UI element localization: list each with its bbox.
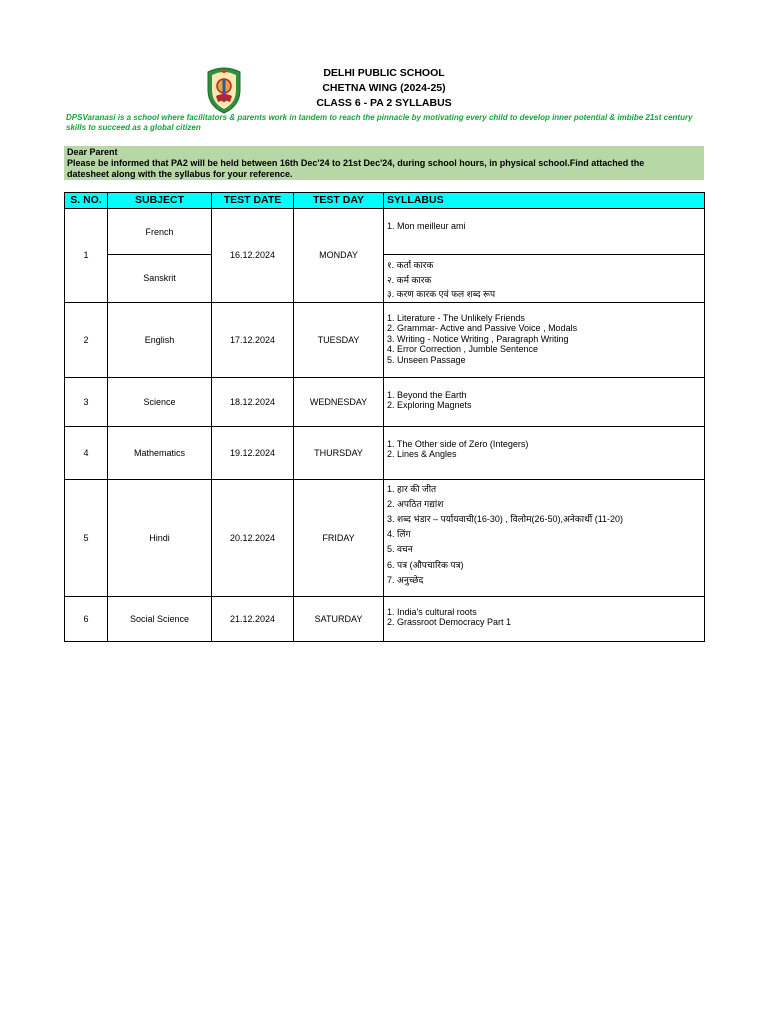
row-test-day: FRIDAY [294, 479, 384, 596]
datesheet-table [64, 192, 705, 642]
syllabus-item: 6. पत्र (औपचारिक पत्र) [387, 559, 464, 570]
table-header-row [65, 193, 705, 209]
school-crest-logo [202, 66, 246, 114]
row-test-day: SATURDAY [294, 596, 384, 641]
row-syllabus [384, 479, 705, 596]
school-tagline: DPSVaranasi is a school where facilitators & parents work in tandem to reach the pinnacle by motivating every child to develop inner potential & imbibe 21st century skills to succeed as a global citizen [66, 113, 693, 132]
table-row [65, 209, 705, 255]
row-test-day: THURSDAY [294, 426, 384, 479]
header-test-date: TEST DATE [212, 193, 294, 209]
row-subject: Science [108, 377, 212, 426]
row-syllabus [384, 596, 705, 641]
syllabus-item: 4. Error Correction , Jumble Sentence [387, 344, 539, 354]
syllabus-item: 2. Grammar- Active and Passive Voice , Modals [387, 323, 578, 333]
syllabus-item: 1. Literature - The Unlikely Friends [387, 312, 525, 323]
row-syllabus [384, 377, 705, 426]
notice-line-2: datesheet along with the syllabus for your reference. [67, 169, 293, 179]
row-syllabus [384, 255, 705, 303]
row-sno: 1 [65, 209, 108, 303]
parent-notice [64, 146, 704, 180]
table-row [65, 377, 705, 426]
syllabus-item: २. कर्म कारक [387, 274, 432, 285]
row-sno: 6 [65, 596, 108, 641]
syllabus-item: 3. Writing - Notice Writing , Paragraph Writing [387, 333, 569, 344]
syllabus-item: 1. Beyond the Earth [387, 389, 467, 400]
syllabus-item: 1. Mon meilleur ami [387, 221, 466, 231]
header-syllabus: SYLLABUS [384, 193, 705, 209]
row-subject: Social Science [108, 596, 212, 641]
row-syllabus [384, 209, 705, 255]
syllabus-item: 1. India's cultural roots [387, 606, 477, 617]
row-sno: 4 [65, 426, 108, 479]
syllabus-item: 5. वचन [387, 544, 413, 555]
row-test-date: 16.12.2024 [212, 209, 294, 303]
syllabus-item: 2. Exploring Magnets [387, 400, 472, 410]
syllabus-item: 2. Lines & Angles [387, 449, 457, 459]
syllabus-item: १. कर्ता कारक [387, 260, 434, 270]
notice-line-1: Please be informed that PA2 will be held between 16th Dec'24 to 21st Dec'24, during school hours, in physical school.Find attached the [67, 158, 645, 168]
row-test-day: MONDAY [294, 209, 384, 303]
row-test-day: WEDNESDAY [294, 377, 384, 426]
row-test-date: 18.12.2024 [212, 377, 294, 426]
row-subject: French [108, 209, 212, 255]
row-syllabus [384, 426, 705, 479]
row-test-date: 20.12.2024 [212, 479, 294, 596]
syllabus-item: 7. अनुच्छेद [387, 574, 424, 585]
syllabus-item: 3. शब्द भंडार – पर्यायवाची(16-30) , विलोम(26-50),अनेकार्थी (11-20) [387, 513, 624, 524]
row-subject: Hindi [108, 479, 212, 596]
school-name: DELHI PUBLIC SCHOOL [323, 67, 445, 79]
row-sno: 5 [65, 479, 108, 596]
row-sno: 2 [65, 302, 108, 377]
table-row [65, 302, 705, 377]
row-test-date: 17.12.2024 [212, 302, 294, 377]
row-test-date: 21.12.2024 [212, 596, 294, 641]
class-syllabus-title: CLASS 6 - PA 2 SYLLABUS [316, 97, 452, 109]
row-test-day: TUESDAY [294, 302, 384, 377]
row-subject: Mathematics [108, 426, 212, 479]
syllabus-item: ३. करण कारक एवं फल शब्द रूप [387, 289, 496, 299]
syllabus-item: 5. Unseen Passage [387, 354, 466, 365]
row-test-date: 19.12.2024 [212, 426, 294, 479]
wing-title: CHETNA WING (2024-25) [322, 82, 446, 94]
syllabus-item: 2. अपठित गद्यांश [387, 498, 444, 509]
header-test-day: TEST DAY [294, 193, 384, 209]
row-syllabus [384, 302, 705, 377]
syllabus-item: 1. हार की जीत [387, 483, 437, 494]
table-row [65, 426, 705, 479]
header-subject: SUBJECT [108, 193, 212, 209]
syllabus-item: 4. लिंग [387, 529, 411, 540]
table-row [65, 479, 705, 596]
header-sno: S. NO. [65, 193, 108, 209]
notice-salutation: Dear Parent [67, 147, 118, 157]
row-subject: Sanskrit [108, 255, 212, 303]
row-subject: English [108, 302, 212, 377]
syllabus-item: 1. The Other side of Zero (Integers) [387, 438, 529, 449]
syllabus-item: 2. Grassroot Democracy Part 1 [387, 617, 512, 627]
row-sno: 3 [65, 377, 108, 426]
table-row [65, 596, 705, 641]
table-row [65, 255, 705, 303]
